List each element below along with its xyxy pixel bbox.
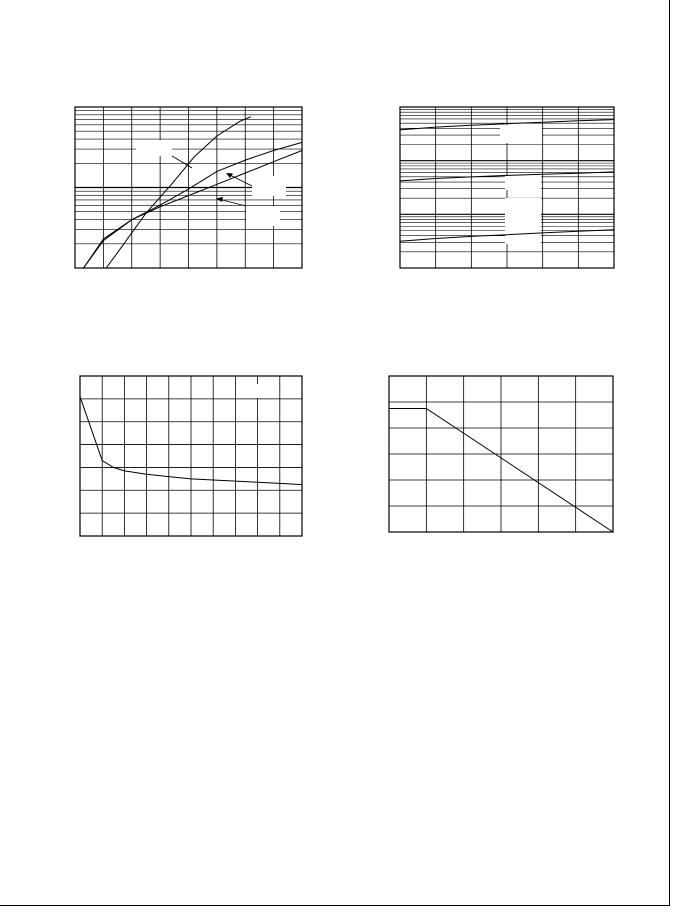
grid (389, 376, 613, 532)
